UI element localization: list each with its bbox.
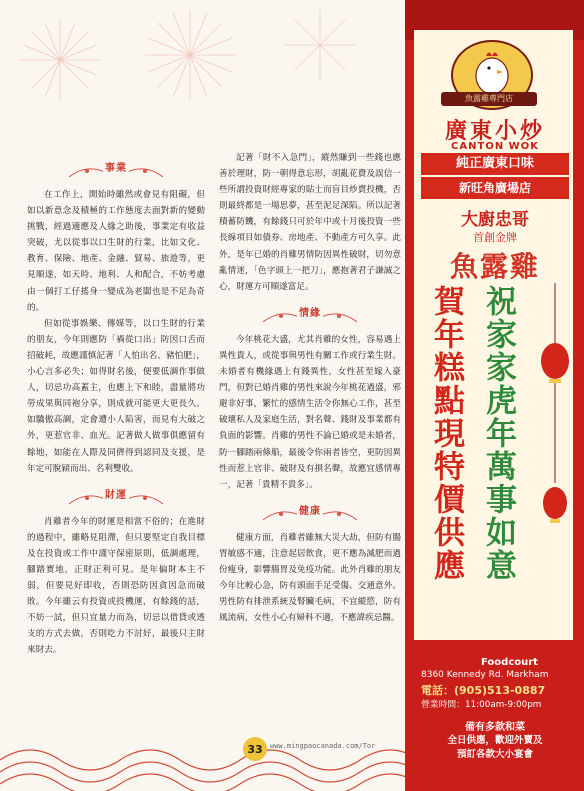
romance-heading [219, 301, 401, 328]
address-text: 8360 Kennedy Rd. Markham [421, 670, 549, 680]
health-heading [219, 499, 401, 526]
romance-paragraph-1: 今年桃花大盛，尤其肖雞的女性，容易遇上異性貴人，或從事與男性有關工作或行業生財。未婚者有機緣遇上有錢異性，女性甚至嫁入豪門，但對已婚肖雞的男性來說今年桃花過盛，邪避非好事，繁忙的感情生活令你無心工作，甚至破壞私人及家庭生活，對名聲、錢財及事業都有負面的影響。肖雞的男性不論已婚或是未婚者，防一腳踏兩條船，最後令你兩者皆空，更防因異性而惹上官非、破財及有損名聲，故應宜感情專一，記著「貴精不貴多」。 [219, 334, 401, 490]
signature-dish: 魚露雞 [449, 250, 540, 283]
wealth-heading-text: 財運 [103, 488, 129, 504]
lantern-decoration-icon [535, 283, 575, 623]
restaurant-advertisement [405, 0, 584, 791]
logo-caption: 魚露雞專門店 [441, 92, 537, 106]
wealth-heading [27, 483, 205, 510]
tagline-authentic: 純正廣東口味 [421, 153, 569, 175]
left-column [27, 150, 205, 659]
career-paragraph-1: 在工作上，開始時雖然或會見有阻礙，但如以新意念及積極的工作態度去面對新的變動挑戰，經過適應及人緣之助後，事業定有收益突破，尤以從事以口生財的行業，比如文化、教育、保險、地產、金融、貿易、旅遊等，更見順遂，如天時、地利、人和配合，不妨考慮由一個打工仔搖身一變成為老闆也是不足為奇的。 [27, 190, 205, 313]
phone-number[interactable]: 電話：(905)513-0887 [421, 684, 546, 697]
brand-chinese-name: 廣東小炒 [444, 118, 545, 144]
greeting-panel [425, 283, 573, 625]
award-text: 首創金牌 [473, 231, 517, 244]
career-paragraph-2: 但如從事娛樂、傳媒等，以口生財的行業的朋友，今年則應防「禍從口出」防因口舌而招破耗，故應謹慎記著「人怕出名、豬怕肥」，小心言多必失；如得財名後，便要低調作事做人，切忌功高蓋主，也應上下和睦，盡量將功勞成果與同袍分享，則成就可能更大更長久。如驕傲高調，定會遭小人陷害，而見有大破之外，更惹官非、血光。記著做人做事俱應留有餘地，如能在人際及同儕得到認同及支援，是年定可脫穎而出、名利雙收。 [27, 318, 205, 474]
health-paragraph-1: 健康方面，肖雞者雖無大災大劫，但防有腸胃敏感不適，注意起居飲食，更不應為減肥而過份瘦身，影響腸胃及免疫功能。此外肖雞的朋友今年比較心急，防有頭面手足受傷、交通意外。男性防有排泄系統及腎臟毛病，不宜縱慾，防有風流病，女性小心有婦科不適，不應諱疾忌醫。 [219, 532, 401, 624]
brand-english-name: CANTON WOK [451, 141, 539, 152]
promo-line-3: 預訂各款大小宴會 [456, 749, 533, 760]
promo-line-2: 全日供應，歡迎外賣及 [447, 735, 543, 746]
greeting-green-column: 祝家家虎年萬事如意 [480, 285, 516, 582]
health-heading-text: 健康 [297, 504, 323, 520]
greeting-red-column: 賀年糕點現特價供應 [428, 285, 464, 582]
opening-hours: 營業時間：11:00am-9:00pm [421, 700, 542, 710]
middle-column [219, 150, 401, 626]
career-heading [27, 156, 205, 183]
website-url[interactable]: www.mingpaocanada.com/Tor [270, 742, 376, 750]
location-label: Foodcourt [481, 657, 538, 668]
romance-heading-text: 情緣 [297, 306, 323, 322]
page-number: 33 [243, 737, 267, 761]
career-heading-text: 事業 [103, 161, 129, 177]
fireworks-decoration [0, 0, 420, 150]
wealth-paragraph-1: 肖雞者今年的財運是相當不俗的；在進財的過程中，雖略見阻滯，但只要堅定自我目標及在投資或工作中謹守保密原則，低調處理，腳踏實地，正財正利可見。是年偏財本主不弱，但要見好即收，否則恐防因貪因急而破敗。今年雖云有投資或投機運，有餘錢的話，不妨一試，但只宜量力而為，切忌以借貸或透支的方式去做，否則吃力不討好，最後只主財來財去。 [27, 516, 205, 656]
promo-line-1: 備有多款和菜 [465, 722, 525, 733]
tagline-location: 新旺角廣場店 [421, 177, 569, 199]
wealth-continued-paragraph: 記著「財不入急門」，縱然賺到一些錢也應善於理財，防一朝得意忘形，胡亂花費及誤信一些所謂投資財經專家的貼士而盲目炒賣投機，否則最終都是一場思夢，甚至泥足深陷。所以記著積蓄防饑，有餘錢只可於年中或十月後投資一些長線項目如債券、房地產、不動產方可久享。此外，是年已婚的肖雞男情防因異性破財，切勿意亂情迷，「色字頭上一把刀」，應抱著君子謙誠之心，財運方可順遂富足。 [219, 153, 401, 292]
chef-name: 大廚忠哥 [461, 210, 529, 230]
